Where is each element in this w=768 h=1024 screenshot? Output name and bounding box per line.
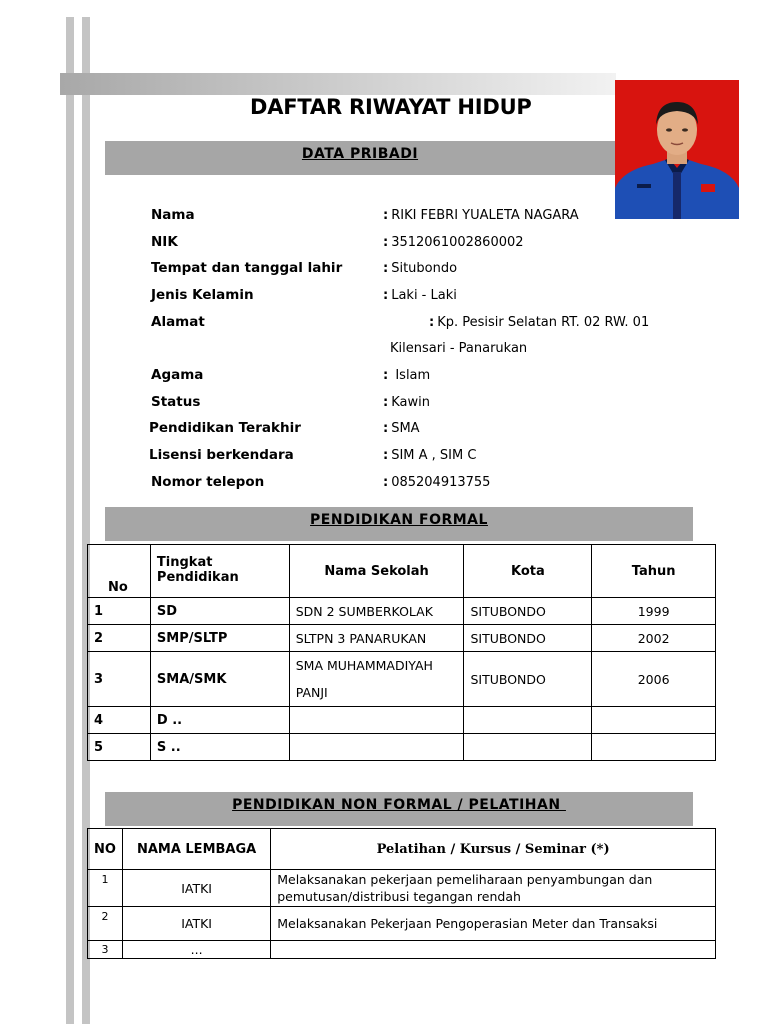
cell-kota (464, 707, 592, 734)
cell-tingkat: SD (150, 598, 289, 625)
header-pelatihan: Pelatihan / Kursus / Seminar (*) (271, 829, 716, 870)
cell-sekolah (289, 734, 464, 761)
value-pendidikan-terakhir: : SMA (383, 421, 420, 436)
cell-lembaga: ... (122, 941, 270, 959)
cell-tingkat: S .. (150, 734, 289, 761)
cell-pelatihan (271, 941, 716, 959)
header-tahun: Tahun (592, 545, 716, 598)
value-agama: : Islam (383, 368, 431, 383)
table-row (88, 625, 716, 652)
cell-lembaga: IATKI (122, 907, 270, 941)
cell-tahun (592, 707, 716, 734)
cell-no: 2 (88, 907, 123, 941)
profile-photo (615, 80, 739, 219)
cell-no: 5 (88, 734, 151, 761)
label-telepon: Nomor telepon (151, 474, 265, 490)
section-title-formal: PENDIDIKAN FORMAL (310, 512, 488, 528)
header-kota: Kota (464, 545, 592, 598)
cell-tahun: 1999 (592, 598, 716, 625)
section-banner-formal (105, 507, 693, 541)
header-no: NO (88, 829, 123, 870)
label-jenis-kelamin: Jenis Kelamin (151, 287, 254, 303)
table-header-row (88, 829, 716, 870)
section-title-personal: DATA PRIBADI (301, 146, 419, 162)
section-banner-nonformal (105, 792, 693, 826)
cell-no: 1 (88, 870, 123, 907)
cell-tahun: 2006 (592, 652, 716, 707)
cell-no: 1 (88, 598, 151, 625)
table-row (88, 652, 716, 707)
cell-tingkat: D .. (150, 707, 289, 734)
decor-bar-top (60, 73, 616, 95)
cell-tahun (592, 734, 716, 761)
decor-bar-left (66, 17, 74, 1024)
value-telepon: : 085204913755 (383, 475, 491, 490)
cell-kota: SITUBONDO (464, 625, 592, 652)
label-lisensi: Lisensi berkendara (149, 447, 294, 463)
cell-no: 4 (88, 707, 151, 734)
cell-tahun: 2002 (592, 625, 716, 652)
cell-sekolah: SDN 2 SUMBERKOLAK (289, 598, 464, 625)
cell-kota: SITUBONDO (464, 652, 592, 707)
header-no: No (88, 545, 151, 598)
label-status: Status (151, 394, 201, 410)
value-nik: : 3512061002860002 (383, 235, 524, 250)
cell-no: 3 (88, 652, 151, 707)
section-banner-personal (105, 141, 615, 175)
label-nik: NIK (151, 234, 178, 250)
table-row (88, 598, 716, 625)
label-pendidikan-terakhir: Pendidikan Terakhir (149, 420, 301, 436)
cell-sekolah: SLTPN 3 PANARUKAN (289, 625, 464, 652)
nonformal-training-table (87, 828, 716, 959)
table-row (88, 707, 716, 734)
page-title: DAFTAR RIWAYAT HIDUP (250, 95, 532, 119)
table-row (88, 907, 716, 941)
value-lisensi: : SIM A , SIM C (383, 448, 477, 463)
formal-education-table (87, 544, 716, 761)
table-header-row (88, 545, 716, 598)
table-row (88, 941, 716, 959)
cell-tingkat: SMA/SMK (150, 652, 289, 707)
label-ttl: Tempat dan tanggal lahir (151, 260, 343, 276)
cell-kota: SITUBONDO (464, 598, 592, 625)
value-nama: : RIKI FEBRI YUALETA NAGARA (383, 208, 579, 223)
value-status: : Kawin (383, 395, 430, 410)
cell-pelatihan: Melaksanakan pekerjaan pemeliharaan penyambungan dan pemutusan/distribusi tegangan rendah (271, 870, 716, 907)
header-lembaga: NAMA LEMBAGA (122, 829, 270, 870)
cell-lembaga: IATKI (122, 870, 270, 907)
table-row (88, 870, 716, 907)
value-alamat-line1: : Kp. Pesisir Selatan RT. 02 RW. 01 (429, 315, 650, 330)
cell-no: 2 (88, 625, 151, 652)
header-tingkat: Tingkat Pendidikan (150, 545, 289, 598)
label-nama: Nama (151, 207, 195, 223)
header-nama-sekolah: Nama Sekolah (289, 545, 464, 598)
cell-sekolah: SMA MUHAMMADIYAH PANJI (289, 652, 464, 707)
section-title-nonformal: PENDIDIKAN NON FORMAL / PELATIHAN (232, 797, 566, 813)
value-jenis-kelamin: : Laki - Laki (383, 288, 457, 303)
label-agama: Agama (151, 367, 204, 383)
label-alamat: Alamat (151, 314, 205, 330)
cell-sekolah (289, 707, 464, 734)
table-row (88, 734, 716, 761)
value-alamat-line2: Kilensari - Panarukan (390, 341, 528, 356)
cell-pelatihan: Melaksanakan Pekerjaan Pengoperasian Meter dan Transaksi (271, 907, 716, 941)
cell-no: 3 (88, 941, 123, 959)
cell-tingkat: SMP/SLTP (150, 625, 289, 652)
cell-kota (464, 734, 592, 761)
value-ttl: : Situbondo (383, 261, 458, 276)
